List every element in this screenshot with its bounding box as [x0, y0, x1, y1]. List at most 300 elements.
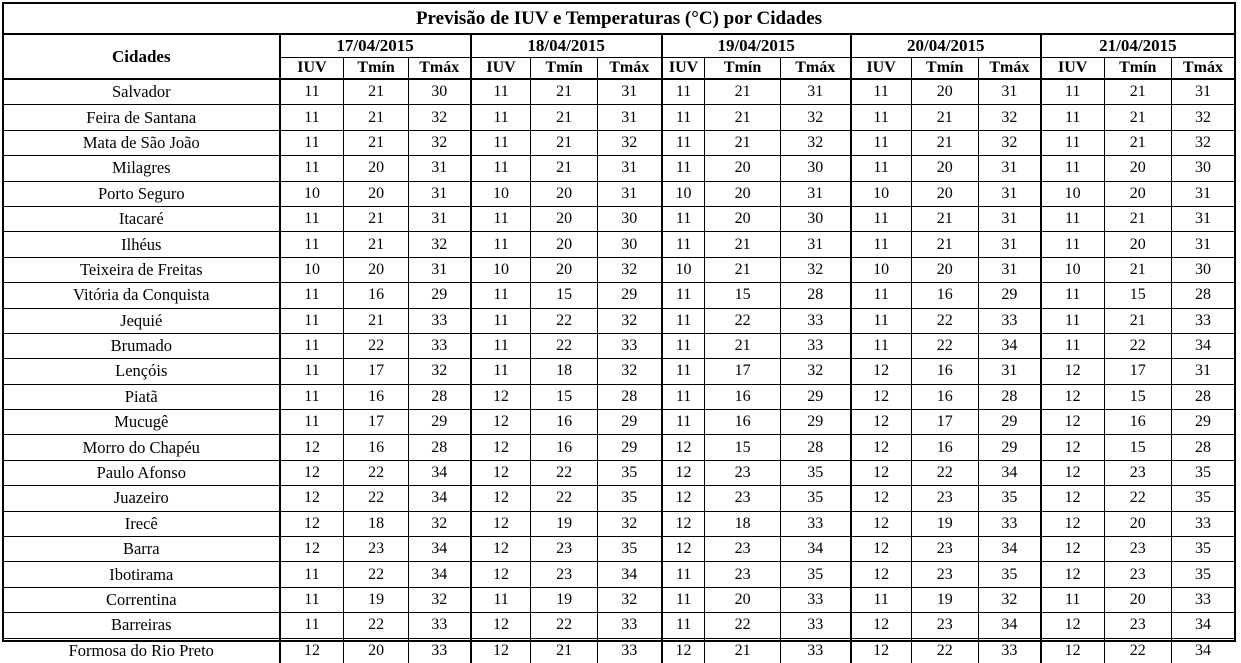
- iuv-cell: 11: [280, 613, 344, 638]
- tmax-cell: 33: [978, 308, 1040, 333]
- iuv-cell: 10: [662, 257, 705, 282]
- tmin-cell: 16: [344, 384, 408, 409]
- city-name: Jequié: [4, 308, 280, 333]
- tmin-cell: 20: [531, 232, 597, 257]
- tmax-cell: 31: [978, 156, 1040, 181]
- date-header: 21/04/2015: [1041, 34, 1234, 58]
- tmin-cell: 22: [705, 613, 780, 638]
- iuv-cell: 12: [662, 537, 705, 562]
- iuv-cell: 11: [280, 206, 344, 231]
- tmax-cell: 32: [597, 257, 661, 282]
- tmin-cell: 20: [911, 181, 978, 206]
- table-row: [4, 257, 1234, 282]
- iuv-header: IUV: [280, 58, 344, 80]
- tmin-cell: 23: [705, 486, 780, 511]
- iuv-cell: 11: [1041, 105, 1104, 130]
- tmin-cell: 17: [1104, 359, 1171, 384]
- iuv-cell: 11: [662, 410, 705, 435]
- tmax-cell: 31: [597, 181, 661, 206]
- iuv-cell: 11: [1041, 156, 1104, 181]
- tmax-cell: 31: [780, 181, 850, 206]
- tmin-cell: 20: [705, 156, 780, 181]
- tmin-cell: 16: [705, 410, 780, 435]
- tmin-cell: 23: [911, 562, 978, 587]
- tmin-cell: 15: [705, 435, 780, 460]
- iuv-cell: 12: [851, 460, 911, 485]
- tmax-cell: 32: [408, 359, 470, 384]
- tmin-cell: 19: [911, 587, 978, 612]
- tmin-cell: 20: [344, 156, 408, 181]
- tmin-cell: 19: [531, 587, 597, 612]
- tmax-cell: 31: [780, 79, 850, 105]
- tmin-cell: 16: [911, 384, 978, 409]
- tmin-cell: 16: [344, 435, 408, 460]
- iuv-cell: 12: [1041, 537, 1104, 562]
- city-name: Piatã: [4, 384, 280, 409]
- tmax-cell: 29: [1171, 410, 1234, 435]
- tmin-cell: 20: [1104, 181, 1171, 206]
- iuv-cell: 12: [851, 638, 911, 663]
- tmin-cell: 22: [531, 333, 597, 358]
- tmin-cell: 21: [705, 79, 780, 105]
- city-name: Milagres: [4, 156, 280, 181]
- tmin-cell: 21: [1104, 308, 1171, 333]
- tmin-cell: 18: [705, 511, 780, 536]
- iuv-cell: 10: [280, 257, 344, 282]
- tmin-cell: 20: [911, 156, 978, 181]
- tmax-cell: 33: [780, 308, 850, 333]
- tmax-cell: 32: [408, 511, 470, 536]
- tmax-cell: 34: [978, 333, 1040, 358]
- iuv-cell: 12: [280, 435, 344, 460]
- tmin-cell: 22: [911, 308, 978, 333]
- iuv-cell: 12: [1041, 486, 1104, 511]
- date-header: 20/04/2015: [851, 34, 1041, 58]
- tmax-cell: 35: [978, 486, 1040, 511]
- tmax-cell: 32: [597, 511, 661, 536]
- iuv-cell: 11: [1041, 587, 1104, 612]
- tmin-cell: 21: [911, 130, 978, 155]
- tmax-cell: 34: [1171, 333, 1234, 358]
- iuv-cell: 12: [1041, 562, 1104, 587]
- table-row: [4, 587, 1234, 612]
- tmax-cell: 31: [978, 206, 1040, 231]
- tmin-cell: 20: [344, 257, 408, 282]
- iuv-cell: 11: [471, 359, 531, 384]
- iuv-cell: 11: [662, 308, 705, 333]
- tmin-cell: 19: [531, 511, 597, 536]
- iuv-cell: 11: [662, 613, 705, 638]
- tmax-cell: 29: [978, 283, 1040, 308]
- iuv-cell: 12: [471, 460, 531, 485]
- tmin-cell: 21: [531, 156, 597, 181]
- iuv-cell: 12: [1041, 638, 1104, 663]
- tmax-cell: 34: [597, 562, 661, 587]
- tmax-cell: 28: [1171, 435, 1234, 460]
- iuv-cell: 11: [471, 308, 531, 333]
- tmin-cell: 21: [705, 333, 780, 358]
- tmax-cell: 34: [1171, 613, 1234, 638]
- iuv-cell: 12: [280, 460, 344, 485]
- tmin-cell: 17: [911, 410, 978, 435]
- tmin-cell: 22: [344, 486, 408, 511]
- tmin-cell: 19: [344, 587, 408, 612]
- iuv-cell: 12: [851, 359, 911, 384]
- tmin-cell: 22: [531, 613, 597, 638]
- iuv-cell: 11: [662, 105, 705, 130]
- iuv-cell: 11: [280, 130, 344, 155]
- iuv-cell: 11: [851, 206, 911, 231]
- tmax-cell: 32: [978, 105, 1040, 130]
- tmax-cell: 31: [978, 359, 1040, 384]
- table-row: [4, 638, 1234, 663]
- tmin-cell: 16: [911, 435, 978, 460]
- iuv-cell: 11: [662, 384, 705, 409]
- city-name: Porto Seguro: [4, 181, 280, 206]
- tmin-cell: 20: [705, 206, 780, 231]
- city-name: Juazeiro: [4, 486, 280, 511]
- iuv-cell: 11: [851, 105, 911, 130]
- city-name: Ilhéus: [4, 232, 280, 257]
- tmax-cell: 31: [978, 232, 1040, 257]
- city-name: Barra: [4, 537, 280, 562]
- tmax-cell: 31: [1171, 232, 1234, 257]
- tmin-cell: 21: [1104, 130, 1171, 155]
- iuv-cell: 11: [662, 206, 705, 231]
- iuv-cell: 11: [280, 105, 344, 130]
- date-header: 17/04/2015: [280, 34, 471, 58]
- tmin-cell: 21: [1104, 79, 1171, 105]
- tmin-cell: 22: [531, 486, 597, 511]
- tmin-cell: 23: [1104, 460, 1171, 485]
- tmin-cell: 21: [911, 232, 978, 257]
- table-row: [4, 333, 1234, 358]
- city-name: Teixeira de Freitas: [4, 257, 280, 282]
- tmin-cell: 18: [344, 511, 408, 536]
- iuv-cell: 11: [471, 130, 531, 155]
- tmax-cell: 33: [597, 638, 661, 663]
- iuv-cell: 10: [471, 257, 531, 282]
- tmin-cell: 21: [705, 638, 780, 663]
- iuv-cell: 12: [662, 638, 705, 663]
- tmin-cell: 23: [911, 537, 978, 562]
- tmax-header: Tmáx: [597, 58, 661, 80]
- tmin-cell: 20: [344, 181, 408, 206]
- tmax-cell: 31: [597, 105, 661, 130]
- tmax-cell: 33: [780, 511, 850, 536]
- tmin-cell: 16: [911, 359, 978, 384]
- iuv-cell: 11: [1041, 79, 1104, 105]
- tmin-cell: 21: [531, 79, 597, 105]
- tmax-cell: 31: [408, 156, 470, 181]
- iuv-cell: 11: [280, 587, 344, 612]
- iuv-cell: 12: [851, 384, 911, 409]
- iuv-cell: 12: [1041, 410, 1104, 435]
- tmax-cell: 33: [780, 587, 850, 612]
- iuv-cell: 11: [471, 206, 531, 231]
- tmin-cell: 20: [344, 638, 408, 663]
- tmax-cell: 29: [780, 384, 850, 409]
- iuv-cell: 11: [1041, 130, 1104, 155]
- iuv-cell: 12: [662, 511, 705, 536]
- iuv-cell: 12: [471, 638, 531, 663]
- tmax-cell: 31: [1171, 206, 1234, 231]
- table-row: [4, 410, 1234, 435]
- tmax-cell: 33: [408, 638, 470, 663]
- table-row: [4, 384, 1234, 409]
- iuv-cell: 12: [662, 460, 705, 485]
- tmin-cell: 15: [1104, 384, 1171, 409]
- iuv-cell: 12: [851, 486, 911, 511]
- table-row: [4, 232, 1234, 257]
- tmax-cell: 30: [1171, 156, 1234, 181]
- iuv-cell: 11: [280, 232, 344, 257]
- iuv-cell: 11: [662, 359, 705, 384]
- tmin-cell: 21: [1104, 257, 1171, 282]
- tmax-cell: 35: [780, 486, 850, 511]
- tmin-cell: 22: [344, 460, 408, 485]
- iuv-cell: 11: [280, 384, 344, 409]
- tmin-cell: 15: [531, 283, 597, 308]
- tmin-cell: 22: [911, 460, 978, 485]
- iuv-cell: 10: [1041, 181, 1104, 206]
- iuv-cell: 11: [1041, 206, 1104, 231]
- iuv-cell: 12: [1041, 511, 1104, 536]
- tmax-cell: 35: [1171, 562, 1234, 587]
- city-name: Itacaré: [4, 206, 280, 231]
- tmax-cell: 34: [978, 537, 1040, 562]
- tmin-cell: 20: [911, 79, 978, 105]
- forecast-table-frame: [2, 2, 1236, 660]
- tmax-cell: 32: [978, 130, 1040, 155]
- tmax-cell: 31: [1171, 359, 1234, 384]
- tmax-cell: 33: [597, 333, 661, 358]
- tmin-cell: 15: [531, 384, 597, 409]
- tmax-cell: 31: [408, 206, 470, 231]
- iuv-cell: 11: [280, 283, 344, 308]
- tmax-cell: 30: [408, 79, 470, 105]
- tmax-cell: 31: [780, 232, 850, 257]
- tmax-cell: 33: [978, 511, 1040, 536]
- tmin-cell: 21: [705, 130, 780, 155]
- iuv-cell: 11: [662, 79, 705, 105]
- iuv-cell: 11: [662, 232, 705, 257]
- tmin-cell: 23: [911, 613, 978, 638]
- tmax-cell: 33: [780, 333, 850, 358]
- tmax-cell: 29: [408, 410, 470, 435]
- tmin-cell: 20: [1104, 511, 1171, 536]
- city-name: Mata de São João: [4, 130, 280, 155]
- tmax-cell: 28: [1171, 384, 1234, 409]
- tmax-cell: 31: [597, 156, 661, 181]
- iuv-cell: 11: [471, 105, 531, 130]
- tmin-cell: 22: [1104, 486, 1171, 511]
- table-row: [4, 308, 1234, 333]
- tmin-cell: 22: [1104, 333, 1171, 358]
- tmin-cell: 20: [531, 257, 597, 282]
- iuv-cell: 10: [471, 181, 531, 206]
- table-row: [4, 435, 1234, 460]
- tmin-cell: 21: [344, 130, 408, 155]
- city-name: Lençóis: [4, 359, 280, 384]
- iuv-cell: 12: [280, 537, 344, 562]
- tmin-cell: 21: [911, 206, 978, 231]
- tmin-cell: 16: [344, 283, 408, 308]
- tmax-cell: 32: [597, 587, 661, 612]
- tmax-cell: 29: [978, 435, 1040, 460]
- tmax-cell: 33: [1171, 308, 1234, 333]
- tmax-cell: 35: [1171, 537, 1234, 562]
- tmin-cell: 15: [1104, 283, 1171, 308]
- tmin-cell: 17: [344, 359, 408, 384]
- tmin-cell: 23: [344, 537, 408, 562]
- tmax-cell: 29: [597, 410, 661, 435]
- city-name: Barreiras: [4, 613, 280, 638]
- tmin-cell: 21: [705, 232, 780, 257]
- tmin-cell: 16: [531, 410, 597, 435]
- tmax-cell: 34: [1171, 638, 1234, 663]
- city-name: Formosa do Rio Preto: [4, 638, 280, 663]
- tmin-cell: 21: [531, 130, 597, 155]
- tmax-cell: 35: [978, 562, 1040, 587]
- tmax-cell: 34: [408, 537, 470, 562]
- iuv-cell: 11: [471, 587, 531, 612]
- tmax-header: Tmáx: [978, 58, 1040, 80]
- iuv-cell: 11: [662, 130, 705, 155]
- iuv-cell: 11: [471, 232, 531, 257]
- iuv-cell: 11: [471, 283, 531, 308]
- tmin-cell: 20: [531, 206, 597, 231]
- tmin-cell: 22: [705, 308, 780, 333]
- tmax-cell: 30: [780, 206, 850, 231]
- iuv-cell: 11: [1041, 308, 1104, 333]
- iuv-cell: 11: [1041, 283, 1104, 308]
- tmax-cell: 35: [597, 537, 661, 562]
- tmax-cell: 32: [780, 257, 850, 282]
- iuv-cell: 12: [1041, 460, 1104, 485]
- tmax-cell: 28: [597, 384, 661, 409]
- tmax-cell: 32: [408, 130, 470, 155]
- tmax-cell: 34: [978, 460, 1040, 485]
- iuv-cell: 11: [851, 333, 911, 358]
- forecast-table: [4, 4, 1234, 663]
- tmin-cell: 21: [911, 105, 978, 130]
- tmax-header: Tmáx: [1171, 58, 1234, 80]
- tmin-cell: 21: [344, 206, 408, 231]
- tmin-cell: 22: [531, 308, 597, 333]
- tmin-cell: 20: [1104, 156, 1171, 181]
- tmax-cell: 30: [597, 206, 661, 231]
- table-row: [4, 206, 1234, 231]
- iuv-cell: 11: [851, 283, 911, 308]
- cities-header: Cidades: [4, 34, 280, 79]
- iuv-cell: 11: [662, 156, 705, 181]
- table-row: [4, 130, 1234, 155]
- tmax-cell: 28: [1171, 283, 1234, 308]
- iuv-cell: 12: [471, 613, 531, 638]
- tmax-cell: 33: [780, 613, 850, 638]
- tmin-cell: 23: [705, 537, 780, 562]
- city-name: Mucugê: [4, 410, 280, 435]
- tmax-cell: 32: [780, 359, 850, 384]
- tmin-cell: 20: [705, 181, 780, 206]
- tmax-cell: 32: [1171, 130, 1234, 155]
- tmin-cell: 23: [531, 562, 597, 587]
- tmin-cell: 15: [705, 283, 780, 308]
- tmax-cell: 31: [978, 79, 1040, 105]
- tmin-cell: 23: [1104, 562, 1171, 587]
- tmax-cell: 31: [1171, 79, 1234, 105]
- tmax-cell: 35: [780, 460, 850, 485]
- tmax-cell: 32: [408, 105, 470, 130]
- iuv-cell: 11: [851, 156, 911, 181]
- tmin-cell: 22: [911, 638, 978, 663]
- tmax-cell: 33: [408, 613, 470, 638]
- iuv-cell: 10: [1041, 257, 1104, 282]
- iuv-cell: 12: [1041, 359, 1104, 384]
- tmax-cell: 35: [1171, 486, 1234, 511]
- table-row: [4, 486, 1234, 511]
- iuv-cell: 11: [471, 333, 531, 358]
- table-row: [4, 79, 1234, 105]
- tmax-cell: 29: [780, 410, 850, 435]
- iuv-cell: 11: [662, 283, 705, 308]
- tmax-cell: 34: [408, 486, 470, 511]
- table-title: Previsão de IUV e Temperaturas (°C) por Cidades: [4, 4, 1234, 34]
- tmax-cell: 31: [978, 257, 1040, 282]
- tmin-cell: 16: [911, 283, 978, 308]
- tmin-cell: 23: [705, 460, 780, 485]
- tmin-cell: 20: [1104, 232, 1171, 257]
- iuv-cell: 12: [471, 384, 531, 409]
- tmin-cell: 21: [344, 232, 408, 257]
- iuv-cell: 11: [280, 562, 344, 587]
- city-name: Vitória da Conquista: [4, 283, 280, 308]
- iuv-header: IUV: [1041, 58, 1104, 80]
- tmin-header: Tmín: [911, 58, 978, 80]
- iuv-cell: 11: [280, 156, 344, 181]
- tmax-cell: 30: [597, 232, 661, 257]
- tmax-cell: 31: [408, 257, 470, 282]
- tmax-cell: 32: [780, 130, 850, 155]
- table-row: [4, 511, 1234, 536]
- iuv-cell: 12: [1041, 384, 1104, 409]
- tmin-cell: 22: [344, 613, 408, 638]
- tmin-cell: 21: [705, 105, 780, 130]
- table-row: [4, 105, 1234, 130]
- table-row: [4, 181, 1234, 206]
- iuv-header: IUV: [662, 58, 705, 80]
- tmin-cell: 22: [1104, 638, 1171, 663]
- iuv-cell: 12: [1041, 613, 1104, 638]
- tmax-cell: 28: [978, 384, 1040, 409]
- iuv-cell: 12: [280, 638, 344, 663]
- table-row: [4, 562, 1234, 587]
- tmax-cell: 28: [780, 435, 850, 460]
- tmax-cell: 35: [597, 486, 661, 511]
- iuv-cell: 11: [851, 308, 911, 333]
- tmax-header: Tmáx: [780, 58, 850, 80]
- tmin-cell: 22: [531, 460, 597, 485]
- tmax-cell: 28: [408, 384, 470, 409]
- city-name: Salvador: [4, 79, 280, 105]
- tmax-cell: 32: [597, 130, 661, 155]
- tmax-cell: 32: [978, 587, 1040, 612]
- iuv-cell: 10: [851, 181, 911, 206]
- tmax-cell: 31: [597, 79, 661, 105]
- iuv-cell: 12: [1041, 435, 1104, 460]
- iuv-cell: 12: [662, 435, 705, 460]
